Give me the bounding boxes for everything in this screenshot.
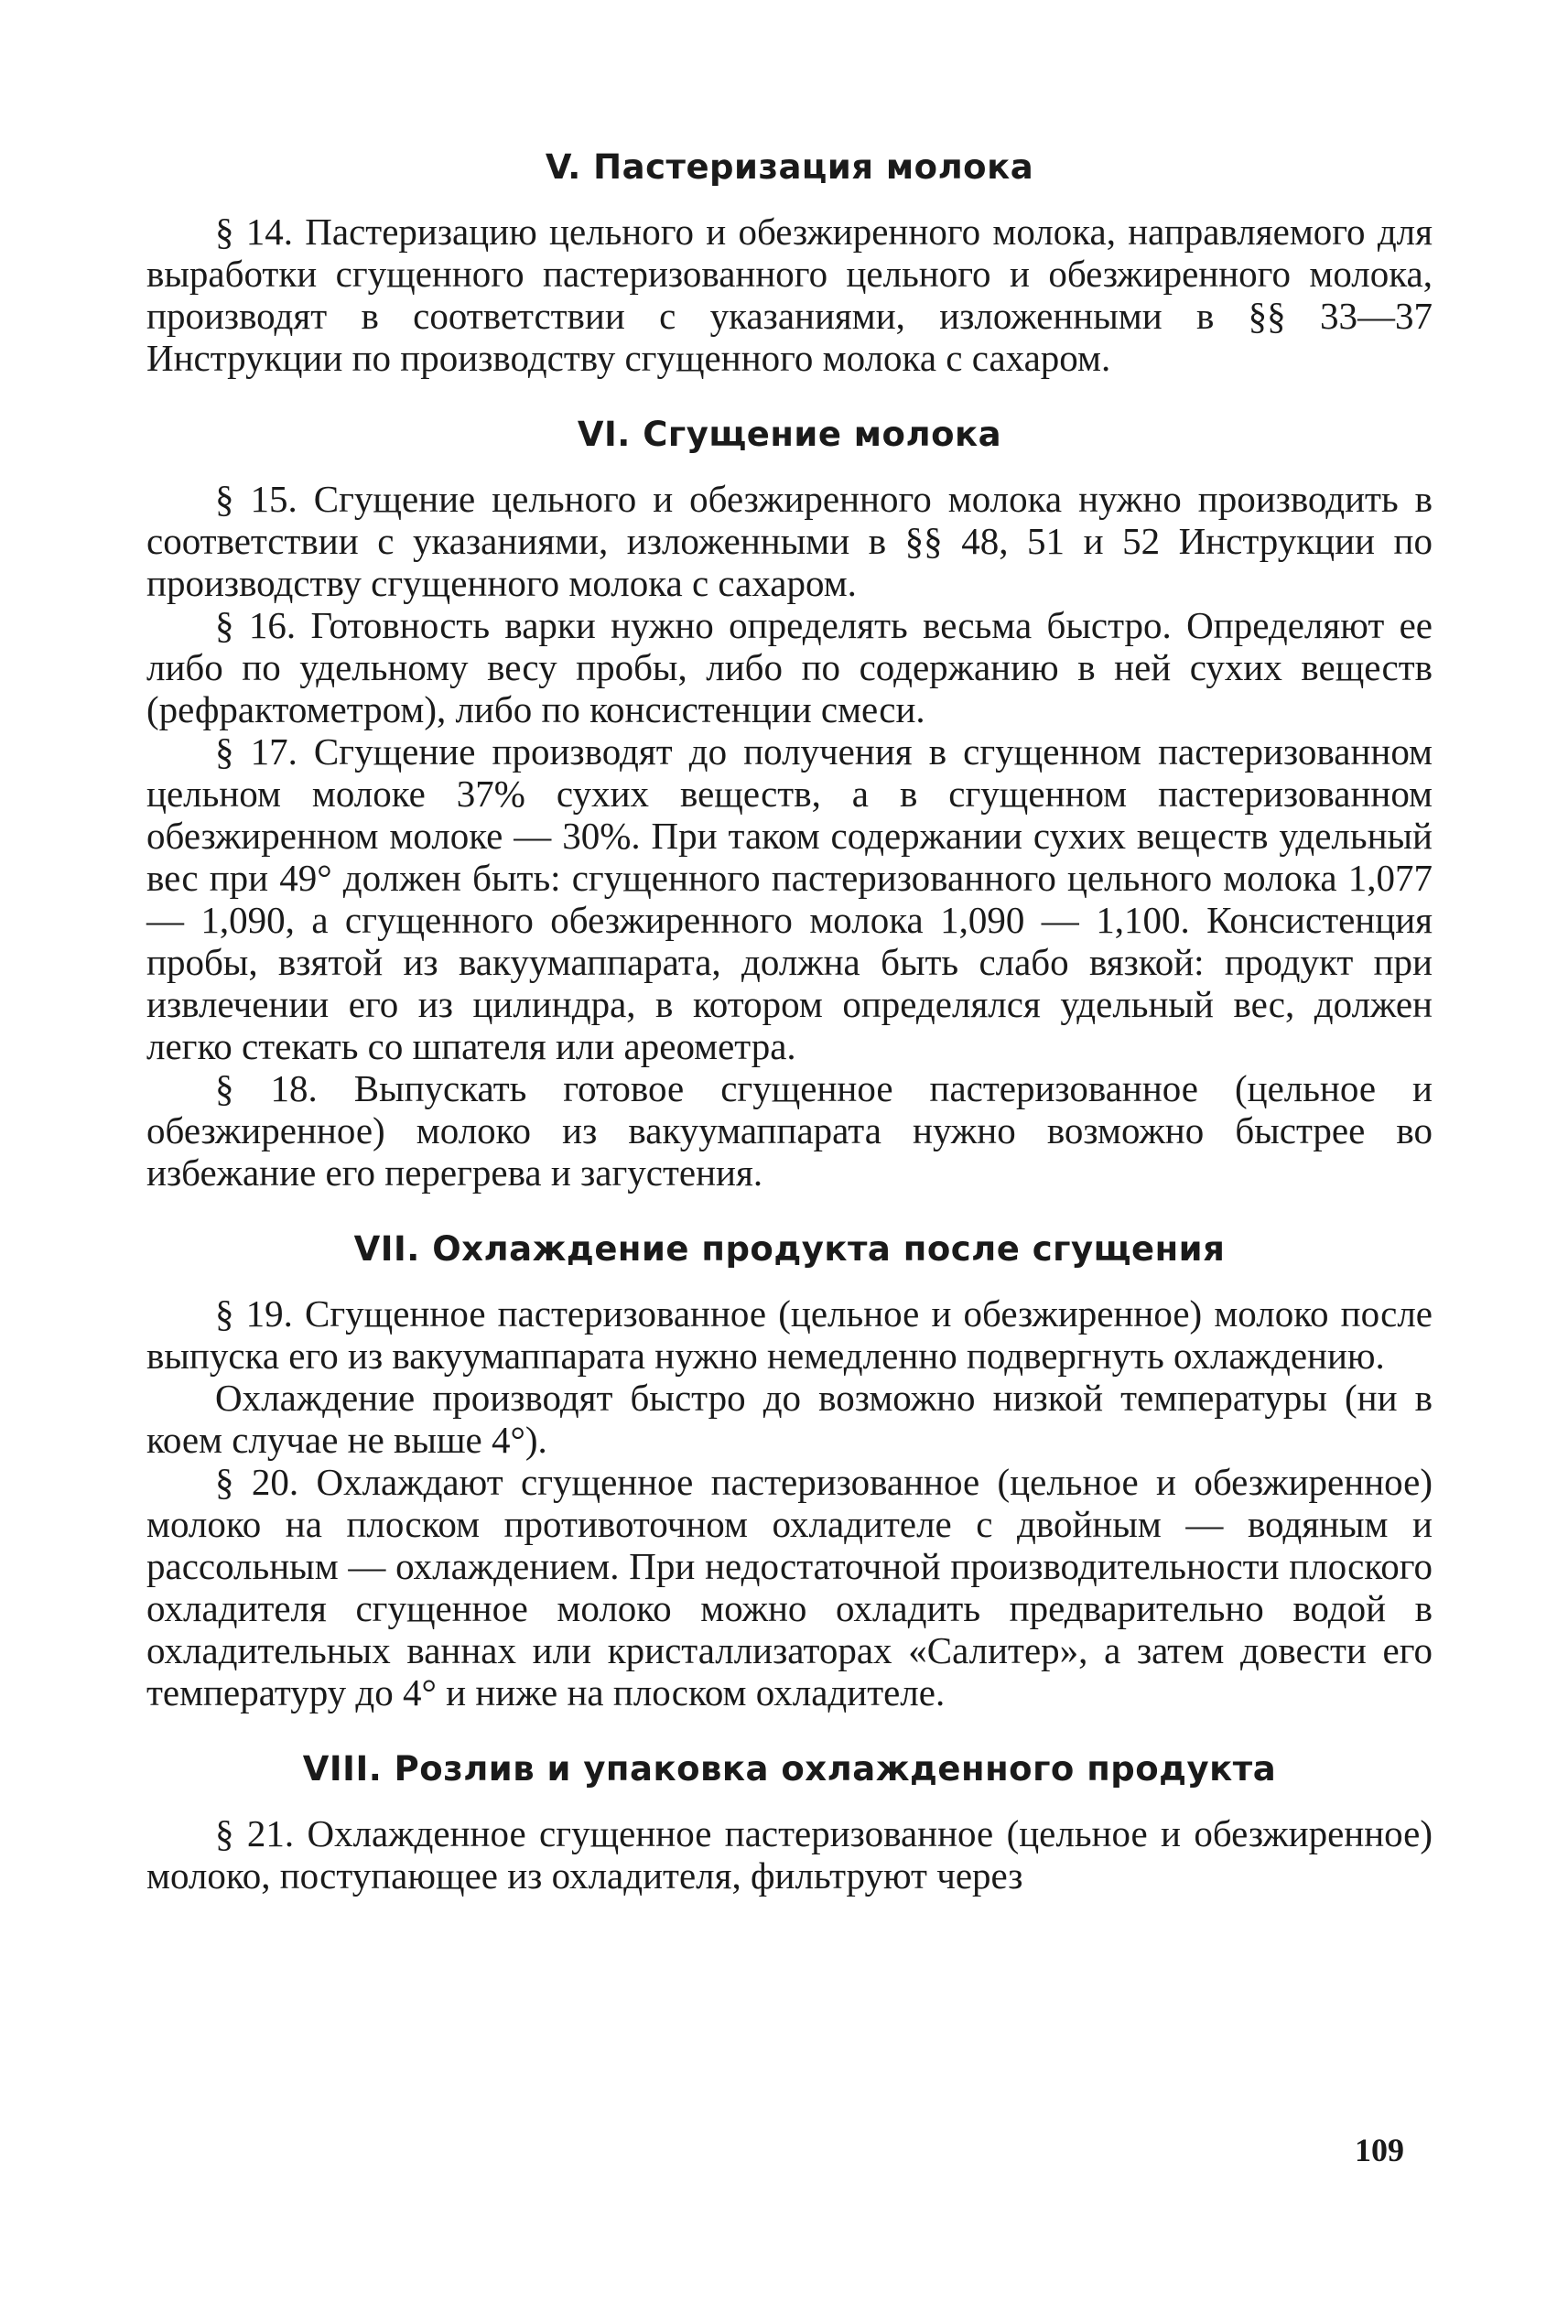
section-heading-vi: VI. Сгущение молока bbox=[577, 415, 1002, 454]
paragraph-18: § 18. Выпускать готовое сгущенное пастеризованное (цельное и обезжиренное) молоко из вакуумаппарата нужно возможно быстрее во избежание его перегрева и загустения. bbox=[146, 1067, 1433, 1194]
section-heading-vii: VII. Охлаждение продукта после сгущения bbox=[353, 1229, 1226, 1269]
paragraph-21: § 21. Охлажденное сгущенное пастеризованное (цельное и обезжиренное) молоко, поступающее из охладителя, фильтруют через bbox=[146, 1812, 1433, 1897]
section-heading-viii: VIII. Розлив и упаковка охлажденного продукта bbox=[302, 1749, 1277, 1789]
page-number: 109 bbox=[1355, 2132, 1404, 2168]
paragraph-20: § 20. Охлаждают сгущенное пастеризованное (цельное и обезжиренное) молоко на плоском противоточном охладителе с двойным — водяным и рассольным — охлаждением. При недостаточной производительности плоского охладителя сгущенное молоко можно охладить предварительно водой в охладительных ваннах или кристаллизаторах «Салитер», а затем довести его температуру до 4° и ниже на плоском охладителе. bbox=[146, 1461, 1433, 1713]
section-heading-v: V. Пастеризация молока bbox=[545, 147, 1034, 187]
paragraph-16: § 16. Готовность варки нужно определять весьма быстро. Определяют ее либо по удельному весу пробы, либо по содержанию в ней сухих веществ (рефрактометром), либо по консистенции смеси. bbox=[146, 604, 1433, 730]
paragraph-14: § 14. Пастеризацию цельного и обезжиренного молока, направляемого для выработки сгущенного пастеризованного цельного и обезжиренного молока, производят в соответствии с указаниями, изложенными в §§ 33—37 Инструкции по производству сгущенного молока с сахаром. bbox=[146, 211, 1433, 379]
document-page bbox=[146, 146, 1433, 1897]
paragraph-19: § 19. Сгущенное пастеризованное (цельное и обезжиренное) молоко после выпуска его из вакуумаппарата нужно немедленно подвергнуть охлаждению. bbox=[146, 1292, 1433, 1377]
paragraph-cooling-note: Охлаждение производят быстро до возможно низкой температуры (ни в коем случае не выше 4°). bbox=[146, 1377, 1433, 1461]
paragraph-15: § 15. Сгущение цельного и обезжиренного молока нужно производить в соответствии с указаниями, изложенными в §§ 48, 51 и 52 Инструкции по производству сгущенного молока с сахаром. bbox=[146, 478, 1433, 604]
paragraph-17: § 17. Сгущение производят до получения в сгущенном пастеризованном цельном молоке 37% сухих веществ, а в сгущенном пастеризованном обезжиренном молоке — 30%. При таком содержании сухих веществ удельный вес при 49° должен быть: сгущенного пастеризованного цельного молока 1,077 — 1,090, а сгущенного обезжиренного молока 1,090 — 1,100. Консистенция пробы, взятой из вакуумаппарата, должна быть слабо вязкой: продукт при извлечении его из цилиндра, в котором определялся удельный вес, должен легко стекать со шпателя или ареометра. bbox=[146, 730, 1433, 1067]
